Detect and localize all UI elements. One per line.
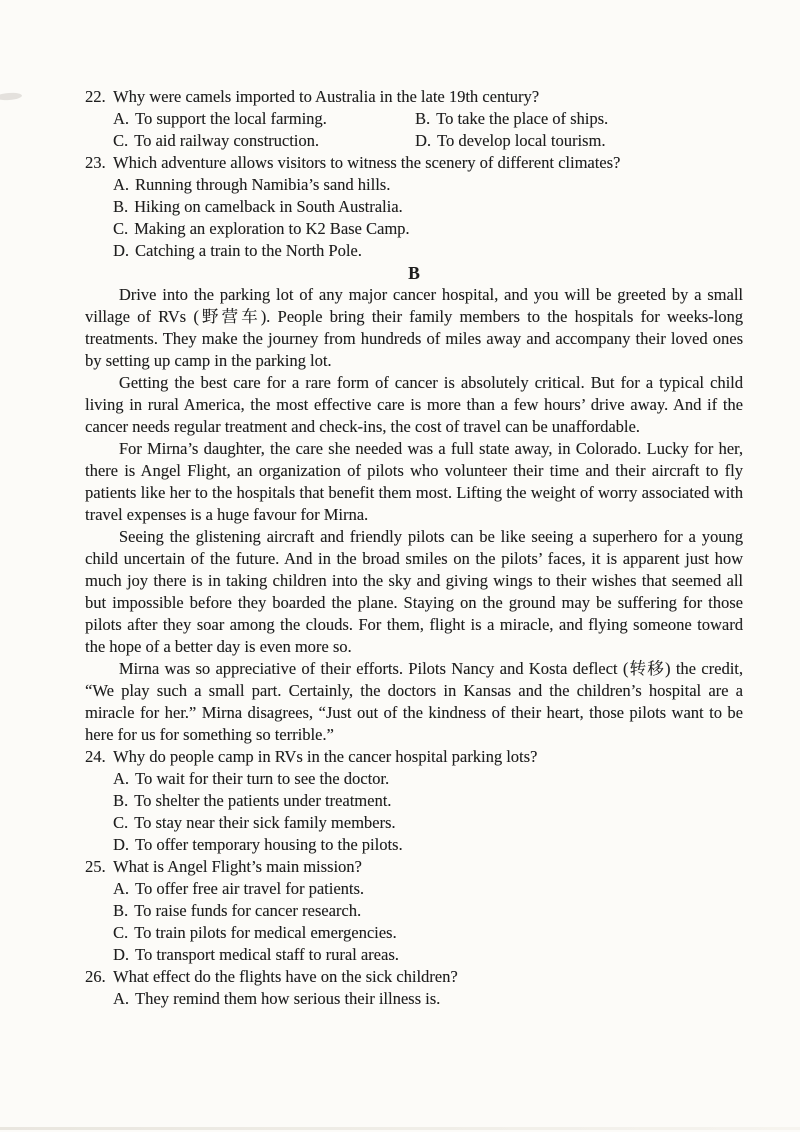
question-22-stem-row [85,86,743,108]
option-text: To shelter the patients under treatment. [134,791,392,810]
passage-paragraph-4: Seeing the glistening aircraft and friendly pilots can be like seeing a superhero for a young child uncertain of the future. And in the broad smiles on the pilots’ faces, it is apparent just how much joy there is in taking children into the sky and giving wings to their wishes that seemed all but impossible before they boarded the plane. Staying on the ground may be suffering for those pilots after they soar among the clouds. For them, flight is a miracle, and flying someone toward the hope of a better day is even more so. [85,527,743,656]
question-24 [85,746,743,856]
option-text: Making an exploration to K2 Base Camp. [134,219,410,238]
option-text: To wait for their turn to see the doctor. [135,769,390,788]
question-number: 22. [85,87,106,106]
question-number: 25. [85,857,106,876]
passage-paragraph-2: Getting the best care for a rare form of cancer is absolutely critical. But for a typical child living in rural America, the most effective care is more than a few hours’ drive away. And if the cancer needs regular treatment and check-ins, the cost of travel can be unaffordable. [85,373,743,436]
option-label: A. [113,769,130,788]
question-26-stem-row [85,966,743,988]
option-label: C. [113,219,129,238]
option-text: To aid railway construction. [134,131,320,150]
scan-bottom-edge-line [0,1127,800,1130]
option-label: B. [415,109,431,128]
passage-paragraph-1: Drive into the parking lot of any major cancer hospital, and you will be greeted by a small village of RVs (野营车). People bring their family members to the hospitals for weeks-long treatments. They make the journey from hundreds of miles away and accompany their loved ones by setting up camp in the parking lot. [85,285,743,370]
option-label: A. [113,879,130,898]
question-25-options [113,878,743,966]
question-stem: What effect do the flights have on the sick children? [113,967,458,986]
option-text: To transport medical staff to rural areas. [135,945,399,964]
passage-section-heading: B [408,263,420,283]
option-text: To support the local farming. [135,109,327,128]
option-label: C. [113,131,129,150]
question-25-stem-row [85,856,743,878]
option-24-a [113,768,743,790]
option-23-d [113,240,743,262]
question-25 [85,856,743,966]
option-label: D. [113,945,130,964]
option-25-d [113,944,743,966]
question-23 [85,152,743,262]
question-26 [85,966,743,1010]
option-text: To take the place of ships. [436,109,609,128]
passage-paragraph-5: Mirna was so appreciative of their efforts. Pilots Nancy and Kosta deflect (转移) the credit, “We play such a small part. Certainly, the doctors in Kansas and the children’s hospital are a miracle for her.” Mirna disagrees, “Just out of the kindness of their heart, those pilots want to be here for us for something so terrible.” [85,659,743,744]
option-text: To develop local tourism. [437,131,606,150]
option-label: A. [113,109,130,128]
option-24-b [113,790,743,812]
option-22-c [113,130,415,152]
option-25-a [113,878,743,900]
scan-smudge-mark [0,92,22,101]
option-label: B. [113,197,129,216]
option-label: C. [113,813,129,832]
option-25-c [113,922,743,944]
option-25-b [113,900,743,922]
option-26-a [113,988,743,1010]
option-label: B. [113,791,129,810]
option-23-c [113,218,743,240]
question-number: 23. [85,153,106,172]
option-text: Hiking on camelback in South Australia. [134,197,403,216]
question-22-options [113,108,743,152]
option-label: A. [113,175,130,194]
option-text: Catching a train to the North Pole. [135,241,362,260]
option-text: To offer temporary housing to the pilots. [135,835,403,854]
option-23-b [113,196,743,218]
question-24-options [113,768,743,856]
question-26-options [113,988,743,1010]
question-stem: Why were camels imported to Australia in the late 19th century? [113,87,540,106]
option-22-d [415,130,743,152]
option-label: B. [113,901,129,920]
question-23-stem-row [85,152,743,174]
option-22-a [113,108,415,130]
question-stem: Which adventure allows visitors to witness the scenery of different climates? [113,153,621,172]
option-label: D. [415,131,432,150]
option-label: D. [113,835,130,854]
option-text: They remind them how serious their illness is. [135,989,441,1008]
option-label: A. [113,989,130,1008]
option-24-c [113,812,743,834]
option-text: To train pilots for medical emergencies. [134,923,397,942]
option-text: Running through Namibia’s sand hills. [135,175,391,194]
option-text: To offer free air travel for patients. [135,879,365,898]
option-23-a [113,174,743,196]
exam-content-column [85,86,743,1010]
option-label: C. [113,923,129,942]
option-label: D. [113,241,130,260]
question-stem: What is Angel Flight’s main mission? [113,857,362,876]
question-number: 24. [85,747,106,766]
question-24-stem-row [85,746,743,768]
question-number: 26. [85,967,106,986]
passage-paragraph-3: For Mirna’s daughter, the care she needed was a full state away, in Colorado. Lucky for her, there is Angel Flight, an organization of pilots who volunteer their time and their aircraft to fly patients like her to the hospitals that benefit them most. Lifting the weight of worry associated with travel expenses is a huge favour for Mirna. [85,439,743,524]
option-22-b [415,108,743,130]
question-22 [85,86,743,152]
option-text: To raise funds for cancer research. [134,901,362,920]
option-text: To stay near their sick family members. [134,813,396,832]
option-24-d [113,834,743,856]
question-stem: Why do people camp in RVs in the cancer hospital parking lots? [113,747,538,766]
question-23-options [113,174,743,262]
